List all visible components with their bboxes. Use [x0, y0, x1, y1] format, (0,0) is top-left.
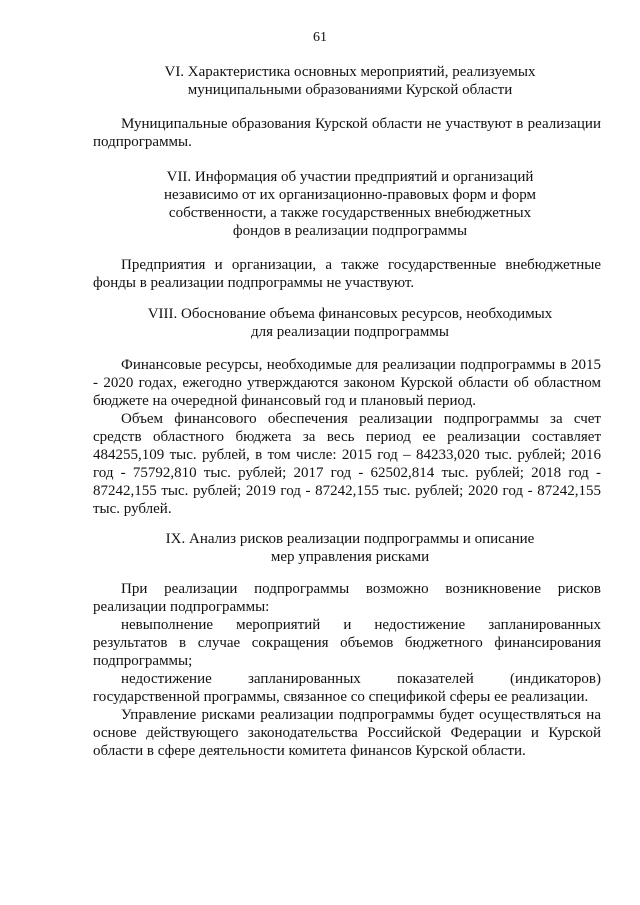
heading-line: VI. Характеристика основных мероприятий, реализуемых: [164, 64, 536, 80]
section-9-text: [93, 580, 601, 760]
heading-line: фондов в реализации подпрограммы: [232, 223, 468, 239]
paragraph: Управление рисками реализации подпрограммы будет осуществляться на основе действующего законодательства Российской Федерации и Курской области в сфере деятельности комитета финансов Курской области.: [93, 707, 601, 759]
heading-line: собственности, а также государственных внебюджетных: [168, 205, 532, 221]
section-6-heading: [100, 63, 600, 99]
heading-line: VII. Информация об участии предприятий и организаций: [166, 169, 534, 185]
paragraph: Объем финансового обеспечения реализации подпрограммы за счет средств областного бюджета за весь период ее реализации составляет 484255,109 тыс. рублей, в том числе: 2015 год – 84233,020 тыс. рублей; 2016 год - 75792,810 тыс. рублей; 2017 год - 62502,814 тыс. рублей; 2018 год - 87242,155 тыс. рублей; 2019 год - 87242,155 тыс. рублей; 2020 год - 87242,155 тыс. рублей.: [93, 411, 601, 517]
paragraph: недостижение запланированных показателей (индикаторов) государственной программы, связанное со спецификой сферы ее реализации.: [93, 671, 601, 705]
heading-line: для реализации подпрограммы: [251, 324, 449, 340]
heading-line: муниципальными образованиями Курской области: [187, 82, 513, 98]
page-number: 61: [313, 30, 327, 45]
heading-line: независимо от их организационно-правовых форм и форм: [164, 187, 536, 203]
paragraph: При реализации подпрограммы возможно возникновение рисков реализации подпрограммы:: [93, 581, 601, 615]
heading-line: мер управления рисками: [270, 549, 430, 565]
paragraph: Муниципальные образования Курской области не участвуют в реализации подпрограммы.: [93, 116, 601, 150]
section-7-text: [93, 256, 601, 292]
section-8-heading: [100, 305, 600, 341]
section-8-text: [93, 356, 601, 518]
section-9-heading: [100, 530, 600, 566]
paragraph: невыполнение мероприятий и недостижение запланированных результатов в случае сокращения объемов бюджетного финансирования подпрограммы;: [93, 617, 601, 669]
section-7-heading: [100, 168, 600, 240]
paragraph: Предприятия и организации, а также государственные внебюджетные фонды в реализации подпрограммы не участвуют.: [93, 257, 601, 291]
heading-line: VIII. Обоснование объема финансовых ресурсов, необходимых: [147, 306, 553, 322]
heading-line: IX. Анализ рисков реализации подпрограммы и описание: [165, 531, 535, 547]
paragraph: Финансовые ресурсы, необходимые для реализации подпрограммы в 2015 - 2020 годах, ежегодно утверждаются законом Курской области об областном бюджете на очередной финансовый год и плановый период.: [93, 357, 601, 409]
section-6-text: [93, 115, 601, 151]
